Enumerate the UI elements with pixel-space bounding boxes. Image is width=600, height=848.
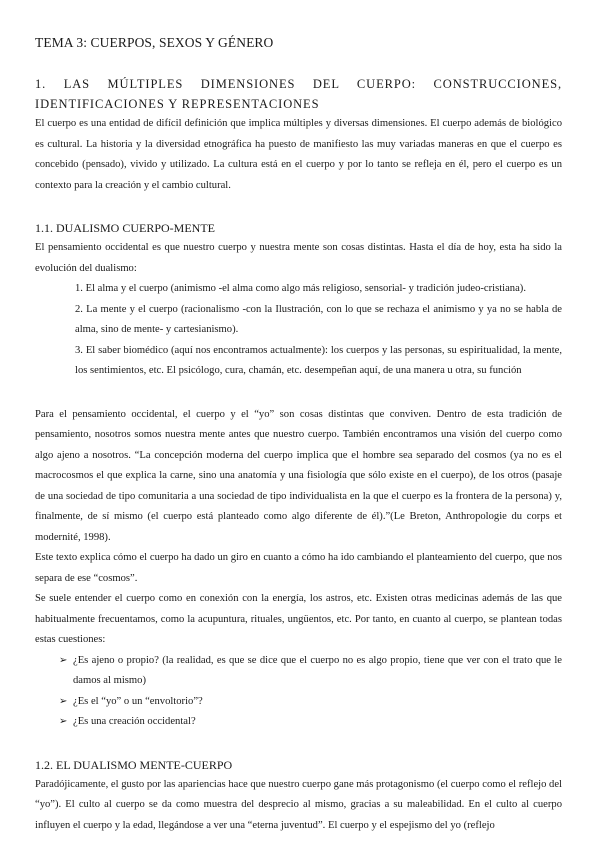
section-1-paragraph: El cuerpo es una entidad de difícil definición que implica múltiples y diversas dimensiones. El cuerpo además de biológico es cultural. La historia y la diversidad etnográfica ha puesto de manifiesto las muy variadas maneras en que el cuerpo es concebido (pensado), vivido y utilizado. La cultura está en el cuerpo y por lo tanto se refleja en él, pero el cuerpo es un contexto para la creación y el cambio cultural.	[35, 118, 562, 191]
list-item: 1. El alma y el cuerpo (animismo -el alma como algo más religioso, sensorial- y tradición judeo-cristiana).	[75, 283, 526, 294]
dualism-evolution-list	[35, 279, 562, 382]
section-1-2-paragraph: Paradójicamente, el gusto por las apariencias hace que nuestro cuerpo gane más protagonismo (el cuerpo como el reflejo del “yo”). El culto al cuerpo se da como muestra del desprecio al mismo, gracias a su maleabilidad. En el culto al cuerpo influyen el cuerpo y la edad, llegándose a ver una “eterna juventud”. El cuerpo y el espejismo del yo (reflejo	[35, 778, 562, 831]
document-page	[35, 34, 562, 836]
section-1-1-paragraph-3: Este texto explica cómo el cuerpo ha dado un giro en cuanto a cómo ha ido cambiando el planteamiento del cuerpo, que nos separa de ese “cosmos”.	[35, 552, 562, 584]
section-1-1-heading: 1.1. DUALISMO CUERPO-MENTE	[35, 221, 215, 235]
list-item	[59, 692, 562, 713]
arrow-bullet-icon: ➢	[59, 716, 68, 727]
section-1-1-paragraph-4: Se suele entender el cuerpo como en conexión con la energía, los astros, etc. Existen otras medicinas además de las que habitualmente frecuentamos, como la acupuntura, rituales, ungüentos, etc. Por tanto, en cuanto al cuerpo, se plantean todas estas cuestiones:	[35, 593, 562, 645]
list-item	[59, 651, 562, 692]
question-text: ¿Es el “yo” o un “envoltorio”?	[73, 695, 203, 707]
list-item: 2. La mente y el cuerpo (racionalismo -con la Ilustración, con lo que se rechaza el animismo y ya no se habla de alma, sino de mente- y cartesianismo).	[75, 303, 562, 335]
arrow-bullet-icon: ➢	[59, 654, 68, 666]
section-1-1-paragraph-2: Para el pensamiento occidental, el cuerpo y el “yo” son cosas distintas que conviven. Dentro de esta tradición de pensamiento, nosotros somos nuestra mente antes que nuestro cuerpo. También encontramos una visión del cuerpo como algo ajeno a nosotros. “La concepción moderna del cuerpo implica que el hombre sea separado del cosmos (ya no es el macrocosmos el que explica la carne, sino una anatomía y una fisiología que sólo existe en el cuerpo), de los otros (pasaje de una sociedad de tipo comunitaria a una sociedad de tipo individualista en la que el cuerpo es la frontera de la persona) y, finalmente, de sí mismo (el cuerpo está planteado como algo diferente de él).”(Le Breton, Anthropologie du corps et modernité, 1998).	[35, 408, 562, 543]
list-item	[59, 712, 562, 733]
document-title: TEMA 3: CUERPOS, SEXOS Y GÉNERO	[35, 35, 274, 50]
list-item: 3. El saber biomédico (aquí nos encontramos actualmente): los cuerpos y las personas, su espiritualidad, la mente, los sentimientos, etc. El psicólogo, cura, chamán, etc. desempeñan aquí, de una manera u otra, su función	[75, 344, 562, 376]
arrow-bullet-icon: ➢	[59, 695, 68, 707]
section-1-heading: 1. LAS MÚLTIPLES DIMENSIONES DEL CUERPO: CONSTRUCCIONES, IDENTIFICACIONES Y REPRESENTACIONES	[35, 77, 562, 111]
questions-list	[35, 651, 562, 733]
question-text: ¿Es una creación occidental?	[73, 716, 196, 727]
section-1-2-heading: 1.2. EL DUALISMO MENTE-CUERPO	[35, 757, 233, 772]
section-1-1-intro: El pensamiento occidental es que nuestro cuerpo y nuestra mente son cosas distintas. Hasta el día de hoy, esta ha sido la evolución del dualismo:	[35, 242, 562, 274]
question-text: ¿Es ajeno o propio? (la realidad, es que se dice que el cuerpo no es algo propio, tiene que ver con el trato que le damos al mismo)	[73, 654, 562, 686]
